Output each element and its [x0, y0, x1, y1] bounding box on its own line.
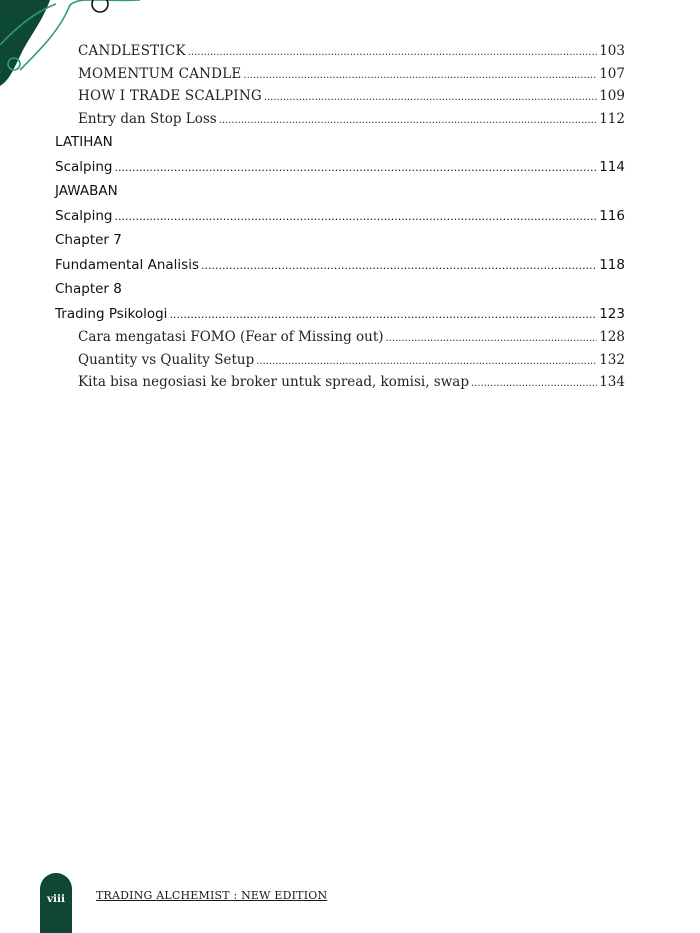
toc-entry-page: 132: [599, 351, 625, 368]
toc-entry-page: 123: [599, 305, 625, 322]
page-number-tab: [40, 873, 72, 933]
toc-entry-label: Entry dan Stop Loss: [78, 110, 217, 127]
toc-entry-page: 116: [599, 207, 625, 224]
toc-entry-label: Kita bisa negosiasi ke broker untuk spread, komisi, swap: [78, 374, 469, 390]
toc-entry-how-i-trade-scalping[interactable]: [55, 85, 625, 108]
toc-entry-fundamental-analisis[interactable]: [55, 253, 625, 278]
page-number: viii: [46, 893, 66, 905]
dot-leader: [219, 108, 598, 131]
dot-leader: [256, 349, 597, 372]
dot-leader: [188, 40, 597, 63]
toc-entry-label: Fundamental Analisis: [55, 256, 199, 273]
toc-entry-label: CANDLESTICK: [78, 43, 186, 59]
toc-entry-label: Cara mengatasi FOMO (Fear of Missing out): [78, 329, 384, 345]
toc-entry-page: 103: [599, 43, 625, 59]
toc-entry-page: 114: [599, 158, 625, 175]
toc-entry-trading-psikologi[interactable]: [55, 302, 625, 327]
book-title: TRADING ALCHEMIST : NEW EDITION: [96, 889, 328, 902]
toc-entry-label: MOMENTUM CANDLE: [78, 65, 242, 82]
dot-leader: [471, 371, 597, 394]
dot-leader: [114, 155, 597, 180]
dot-leader: [114, 204, 597, 229]
chapter-heading-7: Chapter 7: [55, 232, 122, 248]
toc-entry-latihan-scalping[interactable]: [55, 155, 625, 180]
toc-entry-label: Quantity vs Quality Setup: [78, 351, 255, 368]
toc-entry-page: 112: [599, 110, 625, 127]
chapter-heading-8: Chapter 8: [55, 281, 122, 297]
toc-entry-jawaban-scalping[interactable]: [55, 204, 625, 229]
toc-entry-quantity-vs-quality[interactable]: [55, 349, 625, 372]
toc-entry-label: HOW I TRADE SCALPING: [78, 88, 262, 104]
toc-entry-entry-dan-stop-loss[interactable]: [55, 108, 625, 131]
page-footer: [0, 873, 700, 933]
dot-leader: [264, 85, 597, 108]
toc-entry-label: Trading Psikologi: [55, 305, 168, 322]
dot-leader: [201, 253, 597, 278]
toc-entry-label: Scalping: [55, 158, 113, 175]
toc-entry-label: Scalping: [55, 207, 113, 224]
toc-entry-page: 134: [599, 374, 625, 390]
toc-entry-cara-mengatasi-fomo[interactable]: [55, 326, 625, 349]
toc-entry-page: 128: [599, 329, 625, 345]
section-heading-latihan: LATIHAN: [55, 134, 113, 150]
dot-leader: [243, 63, 597, 86]
toc-entry-page: 109: [599, 88, 625, 104]
dot-leader: [169, 302, 597, 327]
section-heading-jawaban: JAWABAN: [55, 183, 118, 199]
toc-entry-negosiasi-broker[interactable]: [55, 371, 625, 394]
dot-leader: [386, 326, 598, 349]
table-of-contents: [55, 40, 625, 394]
toc-entry-page: 107: [599, 65, 625, 82]
toc-entry-momentum-candle[interactable]: [55, 63, 625, 86]
toc-entry-page: 118: [599, 256, 625, 273]
toc-entry-candlestick[interactable]: [55, 40, 625, 63]
